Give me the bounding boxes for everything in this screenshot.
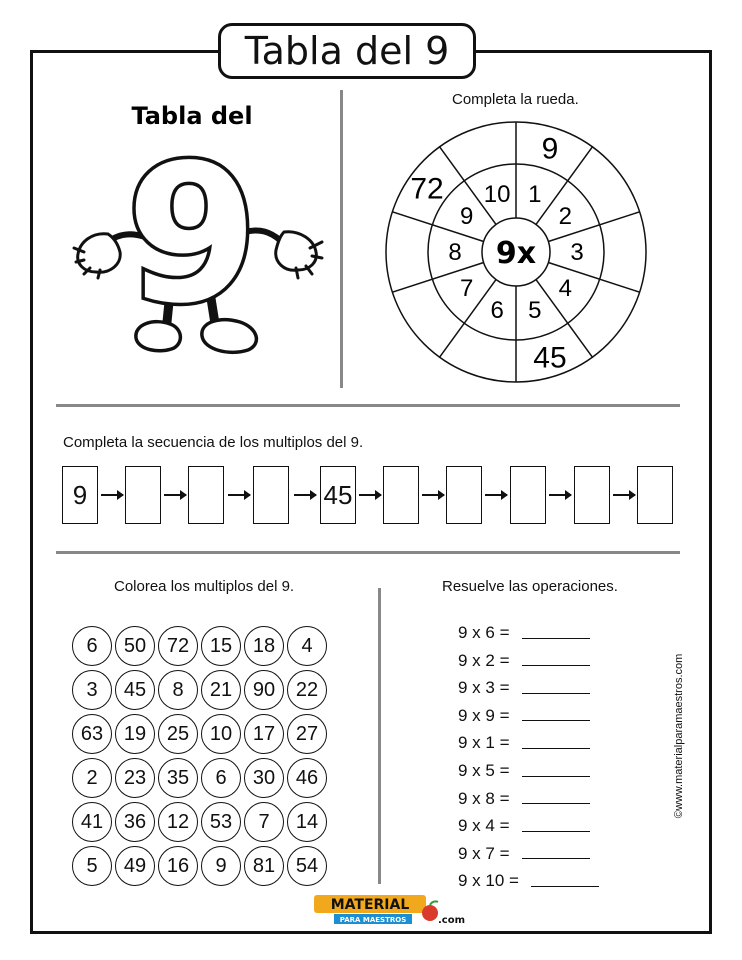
- svg-text:.com: .com: [438, 915, 466, 926]
- sequence-arrow: [549, 494, 571, 496]
- number-circle[interactable]: 9: [201, 846, 241, 886]
- answer-line[interactable]: [522, 710, 590, 721]
- horizontal-divider-2: [56, 551, 680, 554]
- number-circle[interactable]: 53: [201, 802, 241, 842]
- multiples-grid: [72, 626, 327, 886]
- sequence-box[interactable]: [125, 466, 161, 524]
- number-circle[interactable]: 46: [287, 758, 327, 798]
- answer-line[interactable]: [522, 821, 590, 832]
- sequence-box[interactable]: [574, 466, 610, 524]
- worksheet-title: Tabla del 9: [218, 23, 476, 79]
- number-circle[interactable]: 81: [244, 846, 284, 886]
- number-nine-mascot: [70, 92, 330, 372]
- number-circle[interactable]: 25: [158, 714, 198, 754]
- answer-line[interactable]: [522, 738, 590, 749]
- operations-caption: Resuelve las operaciones.: [442, 578, 618, 595]
- operation-text: 9 x 10 =: [458, 871, 519, 891]
- sequence-box[interactable]: [446, 466, 482, 524]
- multiples-caption: Colorea los multiplos del 9.: [114, 578, 295, 595]
- number-circle[interactable]: 5: [72, 846, 112, 886]
- operation-row: [458, 841, 590, 867]
- number-circle[interactable]: 45: [115, 670, 155, 710]
- operation-text: 9 x 3 =: [458, 678, 510, 698]
- operation-text: 9 x 6 =: [458, 623, 510, 642]
- number-circle[interactable]: 6: [72, 626, 112, 666]
- wheel-inner-number: 8: [448, 239, 462, 266]
- wheel-inner-number: 2: [558, 203, 573, 231]
- mascot-nine: 9: [125, 124, 259, 345]
- sequence-box[interactable]: 9: [62, 466, 98, 524]
- wheel-outer-answer: 9: [541, 132, 559, 166]
- svg-text:MATERIAL: MATERIAL: [330, 897, 410, 913]
- wheel-inner-number: 9: [459, 203, 474, 231]
- number-circle[interactable]: 2: [72, 758, 112, 798]
- wheel-caption: Completa la rueda.: [452, 91, 579, 108]
- sequence-box[interactable]: [253, 466, 289, 524]
- vertical-divider-top: [340, 90, 343, 388]
- operation-row: [458, 786, 590, 812]
- operation-text: 9 x 2 =: [458, 650, 510, 670]
- answer-line[interactable]: [522, 655, 590, 666]
- sequence-arrow: [228, 494, 250, 496]
- sequence-box[interactable]: [383, 466, 419, 524]
- wheel-inner-number: 4: [558, 274, 573, 302]
- number-circle[interactable]: 30: [244, 758, 284, 798]
- number-circle[interactable]: 21: [201, 670, 241, 710]
- number-circle[interactable]: 50: [115, 626, 155, 666]
- wheel-inner-number: 3: [570, 239, 584, 266]
- wheel-inner-number: 7: [459, 274, 474, 302]
- operation-text: 9 x 9 =: [458, 705, 510, 725]
- website-credit: [671, 636, 687, 836]
- number-circle[interactable]: 14: [287, 802, 327, 842]
- operation-row: [458, 675, 590, 701]
- answer-line[interactable]: [522, 848, 590, 859]
- wheel-inner-number: 1: [528, 180, 542, 208]
- answer-line[interactable]: [522, 793, 590, 804]
- number-circle[interactable]: 41: [72, 802, 112, 842]
- material-para-maestros-logo: [312, 893, 466, 927]
- sequence-arrow: [101, 494, 123, 496]
- mascot-label: Tabla del: [131, 102, 253, 130]
- sequence-box[interactable]: [188, 466, 224, 524]
- wheel-outer-answer: 45: [533, 341, 567, 375]
- number-circle[interactable]: 3: [72, 670, 112, 710]
- sequence-arrow: [164, 494, 186, 496]
- operation-row: [458, 813, 590, 839]
- horizontal-divider-1: [56, 404, 680, 407]
- website-credit-text: ©www.materialparamaestros.com: [673, 653, 685, 819]
- wheel-inner-number: 5: [528, 297, 542, 325]
- sequence-caption: Completa la secuencia de los multiplos del 9.: [63, 434, 364, 451]
- answer-line[interactable]: [522, 628, 590, 639]
- wheel-inner-number: 6: [490, 297, 504, 325]
- answer-line[interactable]: [522, 683, 590, 694]
- sequence-box[interactable]: 45: [320, 466, 356, 524]
- sequence-arrow: [485, 494, 507, 496]
- number-circle[interactable]: 8: [158, 670, 198, 710]
- answer-line[interactable]: [522, 766, 590, 777]
- sequence-box[interactable]: [510, 466, 546, 524]
- number-circle[interactable]: 18: [244, 626, 284, 666]
- operation-text: 9 x 1 =: [458, 733, 510, 753]
- number-circle[interactable]: 90: [244, 670, 284, 710]
- number-circle[interactable]: 17: [244, 714, 284, 754]
- operation-row: [458, 703, 590, 729]
- operation-text: 9 x 7 =: [458, 843, 510, 863]
- wheel-center-label: 9x: [495, 236, 537, 271]
- number-circle[interactable]: 6: [201, 758, 241, 798]
- sequence-box[interactable]: [637, 466, 673, 524]
- number-circle[interactable]: 16: [158, 846, 198, 886]
- svg-text:PARA MAESTROS: PARA MAESTROS: [339, 916, 407, 924]
- number-circle[interactable]: 35: [158, 758, 198, 798]
- operation-row: [458, 620, 590, 646]
- operation-text: 9 x 5 =: [458, 761, 510, 780]
- number-circle[interactable]: 15: [201, 626, 241, 666]
- operation-text: 9 x 4 =: [458, 816, 510, 836]
- operation-row: [458, 730, 590, 756]
- answer-line[interactable]: [531, 876, 599, 887]
- operation-row: [458, 868, 599, 894]
- number-circle[interactable]: 22: [287, 670, 327, 710]
- number-circle[interactable]: 54: [287, 846, 327, 886]
- operation-row: [458, 758, 590, 784]
- number-circle[interactable]: 7: [244, 802, 284, 842]
- sequence-arrow: [422, 494, 444, 496]
- operation-text: 9 x 8 =: [458, 788, 510, 808]
- number-circle[interactable]: 10: [201, 714, 241, 754]
- wheel-inner-number: 10: [483, 180, 511, 208]
- number-circle[interactable]: 36: [115, 802, 155, 842]
- wheel-outer-answer: 72: [410, 172, 444, 206]
- number-circle[interactable]: 19: [115, 714, 155, 754]
- number-circle[interactable]: 23: [115, 758, 155, 798]
- multiplication-wheel: [384, 120, 648, 384]
- number-circle[interactable]: 4: [287, 626, 327, 666]
- sequence-arrow: [294, 494, 316, 496]
- number-circle[interactable]: 72: [158, 626, 198, 666]
- sequence-arrow: [359, 494, 381, 496]
- vertical-divider-bottom: [378, 588, 381, 884]
- number-circle[interactable]: 27: [287, 714, 327, 754]
- number-circle[interactable]: 63: [72, 714, 112, 754]
- sequence-arrow: [613, 494, 635, 496]
- operation-row: [458, 648, 590, 674]
- number-circle[interactable]: 12: [158, 802, 198, 842]
- number-circle[interactable]: 49: [115, 846, 155, 886]
